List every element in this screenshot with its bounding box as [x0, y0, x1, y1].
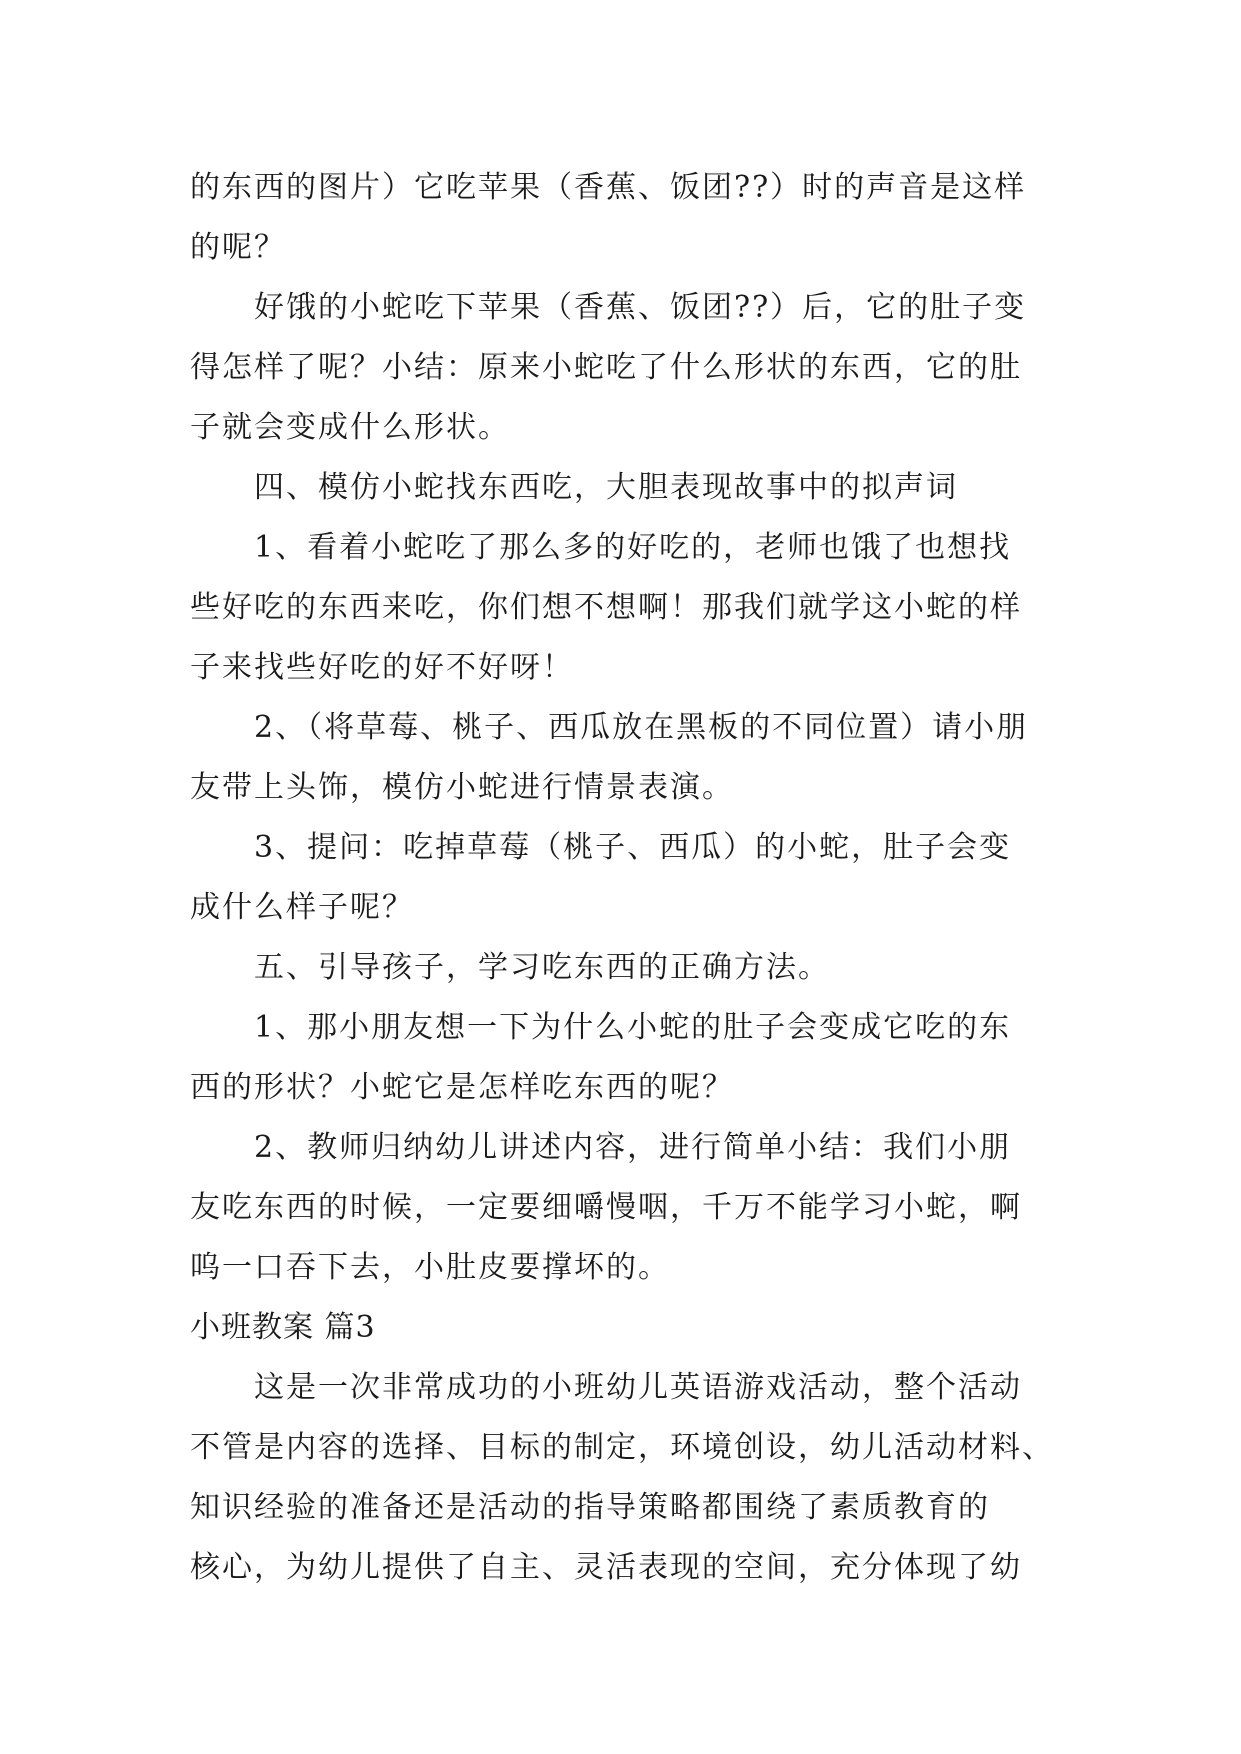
- text-line: 的呢？: [190, 230, 286, 265]
- text-line: 核心，为幼儿提供了自主、灵活表现的空间，充分体现了幼: [190, 1550, 1022, 1585]
- paragraph-start: 3、提问：吃掉草莓（桃子、西瓜）的小蛇，肚子会变: [254, 830, 1012, 865]
- text-line: 不管是内容的选择、目标的制定，环境创设，幼儿活动材料、: [190, 1430, 1054, 1465]
- paragraph-start: 2、教师归纳幼儿讲述内容，进行简单小结：我们小朋: [254, 1130, 1012, 1165]
- text-line: 友带上头饰，模仿小蛇进行情景表演。: [190, 770, 734, 805]
- text-line: 子来找些好吃的好不好呀！: [190, 650, 574, 685]
- text-line: 子就会变成什么形状。: [190, 410, 510, 445]
- text-line: 友吃东西的时候，一定要细嚼慢咽，千万不能学习小蛇，啊: [190, 1190, 1022, 1225]
- text-line: 的东西的图片）它吃苹果（香蕉、饭团??）时的声音是这样: [190, 170, 1027, 205]
- paragraph-start: 2、（将草莓、桃子、西瓜放在黑板的不同位置）请小朋: [254, 710, 1029, 745]
- section-heading-four: 四、模仿小蛇找东西吃，大胆表现故事中的拟声词: [254, 470, 958, 505]
- text-line: 得怎样了呢？小结：原来小蛇吃了什么形状的东西，它的肚: [190, 350, 1022, 385]
- paragraph-start: 1、看着小蛇吃了那么多的好吃的，老师也饿了也想找: [254, 530, 1012, 565]
- text-line: 西的形状？小蛇它是怎样吃东西的呢？: [190, 1070, 734, 1105]
- paragraph-start: 这是一次非常成功的小班幼儿英语游戏活动，整个活动: [254, 1370, 1022, 1405]
- text-line: 知识经验的准备还是活动的指导策略都围绕了素质教育的: [190, 1490, 990, 1525]
- text-line: 成什么样子呢？: [190, 890, 414, 925]
- body-text: [190, 158, 1060, 1598]
- lesson-title: 小班教案 篇3: [190, 1310, 376, 1345]
- text-line: 些好吃的东西来吃，你们想不想啊！那我们就学这小蛇的样: [190, 590, 1022, 625]
- text-line: 呜一口吞下去，小肚皮要撑坏的。: [190, 1250, 670, 1285]
- paragraph-start: 好饿的小蛇吃下苹果（香蕉、饭团??）后，它的肚子变: [254, 290, 1027, 325]
- paragraph-start: 1、那小朋友想一下为什么小蛇的肚子会变成它吃的东: [254, 1010, 1012, 1045]
- section-heading-five: 五、引导孩子，学习吃东西的正确方法。: [254, 950, 830, 985]
